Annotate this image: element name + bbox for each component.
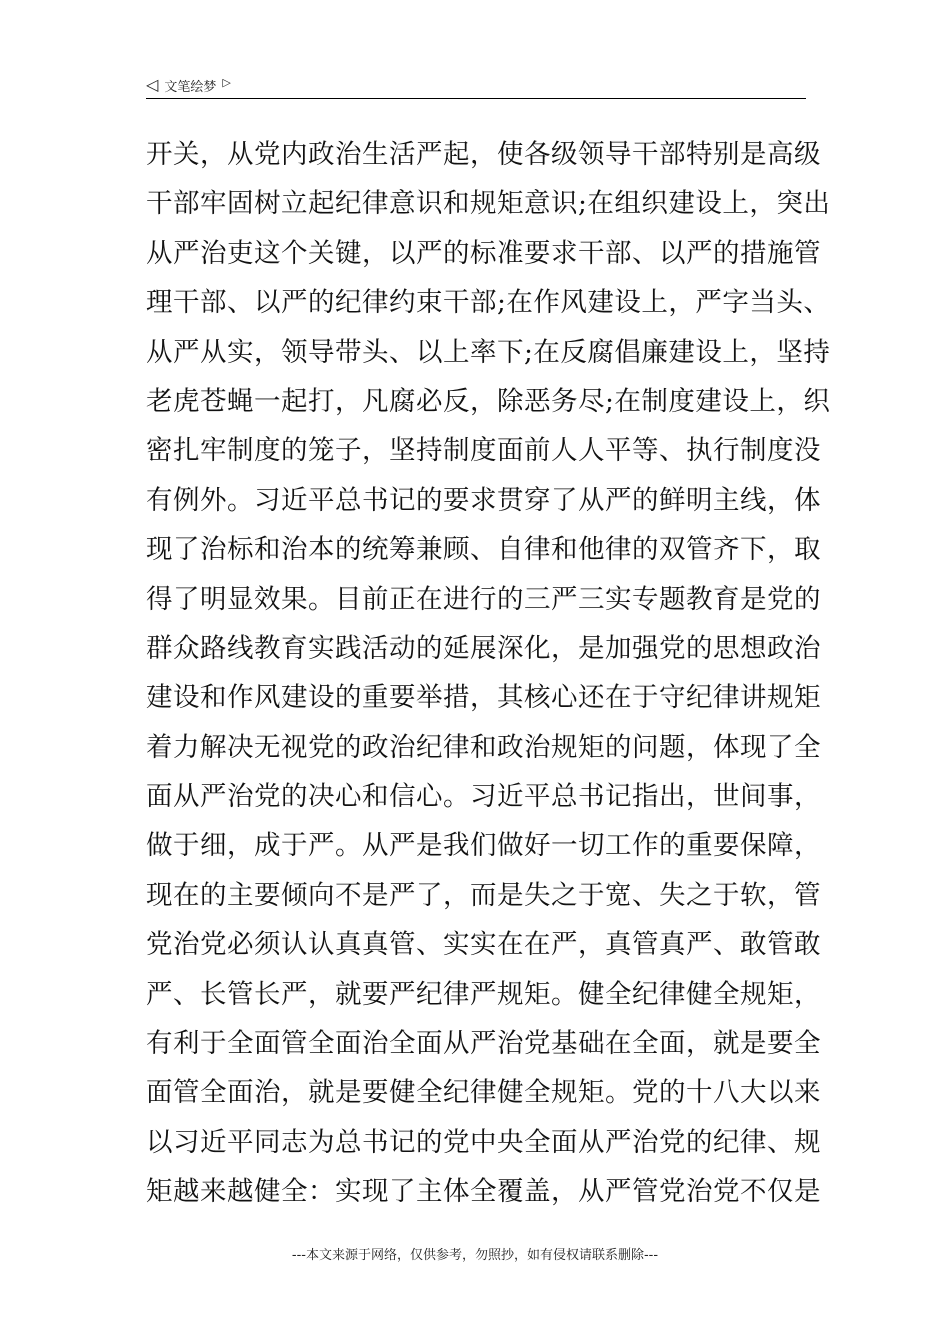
text-line: 干部牢固树立起纪律意识和规矩意识;在组织建设上，突出 — [146, 188, 831, 220]
triangle-left-icon: ◁ — [146, 75, 159, 94]
text-line: 理干部、以严的纪律约束干部;在作风建设上，严字当头、 — [146, 287, 831, 319]
text-line: 密扎牢制度的笼子，坚持制度面前人人平等、执行制度没 — [146, 435, 821, 467]
text-line: 党治党必须认认真真管、实实在在严，真管真严、敢管敢 — [146, 929, 821, 961]
text-line: 做于细，成于严。从严是我们做好一切工作的重要保障， — [146, 830, 821, 862]
page-header — [146, 72, 806, 99]
text-line: 群众路线教育实践活动的延展深化，是加强党的思想政治 — [146, 632, 821, 664]
text-line: 着力解决无视党的政治纪律和政治规矩的问题，体现了全 — [146, 731, 821, 763]
text-line: 现在的主要倾向不是严了，而是失之于宽、失之于软，管 — [146, 879, 821, 911]
text-line: 从严治吏这个关键，以严的标准要求干部、以严的措施管 — [146, 237, 821, 269]
text-line: 有利于全面管全面治全面从严治党基础在全面，就是要全 — [146, 1028, 821, 1060]
text-line: 严、长管长严，就要严纪律严规矩。健全纪律健全规矩， — [146, 978, 821, 1010]
header-title: 文笔绘梦 — [164, 79, 217, 95]
triangle-right-icon: ▷ — [222, 75, 231, 89]
text-line: 建设和作风建设的重要举措，其核心还在于守纪律讲规矩 — [146, 682, 821, 714]
text-line: 从严从实，领导带头、以上率下;在反腐倡廉建设上，坚持 — [146, 336, 831, 368]
text-line: 面管全面治，就是要健全纪律健全规矩。党的十八大以来 — [146, 1077, 821, 1109]
text-line: 开关，从党内政治生活严起，使各级领导干部特别是高级 — [146, 139, 821, 170]
text-line: 有例外。习近平总书记的要求贯穿了从严的鲜明主线，体 — [146, 484, 821, 516]
text-line: 面从严治党的决心和信心。习近平总书记指出，世间事， — [146, 781, 821, 813]
body-text — [146, 130, 831, 1217]
text-line: 得了明显效果。目前正在进行的三严三实专题教育是党的 — [146, 583, 821, 615]
text-line: 矩越来越健全：实现了主体全覆盖，从严管党治党不仅是 — [146, 1176, 821, 1208]
text-line: 以习近平同志为总书记的党中央全面从严治党的纪律、规 — [146, 1126, 821, 1158]
text-line: 现了治标和治本的统筹兼顾、自律和他律的双管齐下，取 — [146, 534, 821, 566]
footer-disclaimer: ---本文来源于网络，仅供参考，勿照抄，如有侵权请联系删除--- — [291, 1248, 659, 1263]
text-line: 老虎苍蝇一起打，凡腐必反，除恶务尽;在制度建设上，织 — [146, 385, 831, 417]
